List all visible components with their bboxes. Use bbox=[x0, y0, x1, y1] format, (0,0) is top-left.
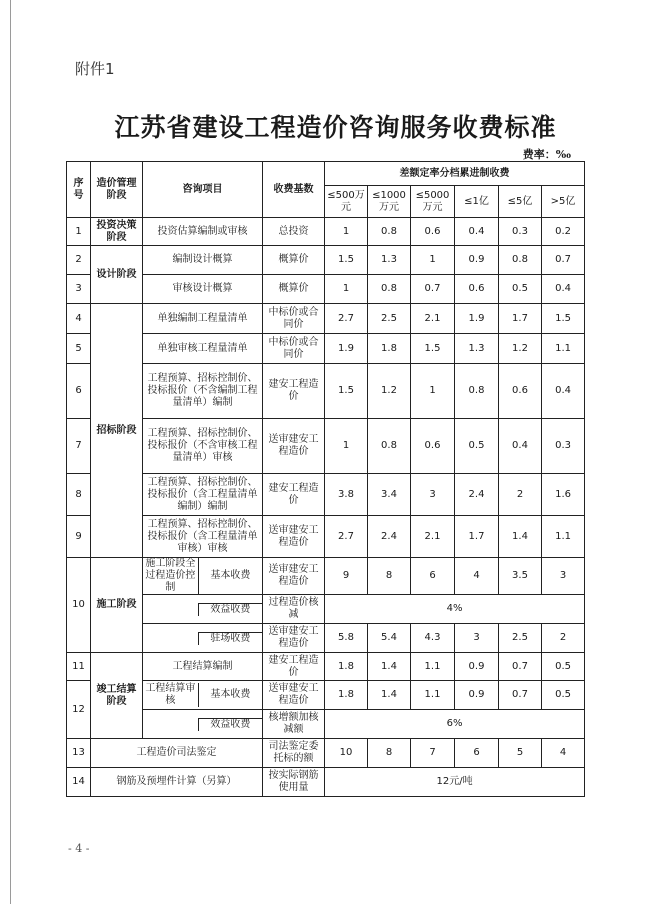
base-cell: 中标价或合同价 bbox=[263, 304, 325, 334]
value-cell: 0.8 bbox=[368, 218, 411, 246]
header-tier: ≤5000万元 bbox=[411, 186, 455, 218]
base-cell: 建安工程造价 bbox=[263, 653, 325, 681]
value-cell: 0.8 bbox=[455, 364, 499, 419]
fee-table bbox=[66, 161, 585, 797]
base-cell: 建安工程造价 bbox=[263, 364, 325, 419]
value-cell: 0.5 bbox=[542, 681, 585, 710]
base-cell: 按实际钢筋使用量 bbox=[263, 768, 325, 797]
value-cell: 1.1 bbox=[542, 516, 585, 558]
base-cell: 概算价 bbox=[263, 246, 325, 275]
value-cell: 2.5 bbox=[499, 624, 542, 653]
stage-cell: 设计阶段 bbox=[91, 246, 143, 304]
value-cell: 1.3 bbox=[368, 246, 411, 275]
table-row bbox=[67, 419, 585, 474]
value-cell: 0.4 bbox=[499, 419, 542, 474]
merged-value-cell: 4% bbox=[325, 595, 585, 624]
value-cell: 10 bbox=[325, 739, 368, 768]
stage-cell: 招标阶段 bbox=[91, 304, 143, 558]
value-cell: 1.9 bbox=[455, 304, 499, 334]
value-cell: 4 bbox=[542, 739, 585, 768]
row-no: 2 bbox=[67, 246, 91, 275]
row-no: 10 bbox=[67, 558, 91, 653]
header-tier: ≤5亿 bbox=[499, 186, 542, 218]
row-no: 13 bbox=[67, 739, 91, 768]
value-cell: 1.7 bbox=[455, 516, 499, 558]
table-row bbox=[67, 275, 585, 304]
value-cell: 0.5 bbox=[542, 653, 585, 681]
item-cell: 审核设计概算 bbox=[143, 275, 263, 304]
item-group: 工程结算审核 bbox=[143, 683, 199, 707]
table-row bbox=[67, 710, 585, 739]
value-cell: 3.8 bbox=[325, 474, 368, 516]
value-cell: 2.7 bbox=[325, 516, 368, 558]
header-no: 序号 bbox=[67, 162, 91, 218]
header-tier: >5亿 bbox=[542, 186, 585, 218]
base-cell: 中标价或合同价 bbox=[263, 334, 325, 364]
value-cell: 0.9 bbox=[455, 246, 499, 275]
value-cell: 1 bbox=[325, 275, 368, 304]
value-cell: 0.6 bbox=[455, 275, 499, 304]
item-cell: 编制设计概算 bbox=[143, 246, 263, 275]
rate-unit: 费率：‰ bbox=[522, 148, 571, 161]
table-row bbox=[67, 595, 585, 624]
document-title: 江苏省建设工程造价咨询服务收费标准 bbox=[114, 113, 557, 142]
base-cell: 送审建安工程造价 bbox=[263, 681, 325, 710]
item-group: 施工阶段全过程造价控制 bbox=[143, 558, 199, 594]
value-cell: 0.2 bbox=[542, 218, 585, 246]
value-cell: 0.4 bbox=[542, 275, 585, 304]
header-tier: ≤500万元 bbox=[325, 186, 368, 218]
table-row bbox=[67, 304, 585, 334]
value-cell: 2.1 bbox=[411, 516, 455, 558]
value-cell: 2.5 bbox=[368, 304, 411, 334]
value-cell: 3.5 bbox=[499, 558, 542, 595]
header-base: 收费基数 bbox=[263, 162, 325, 218]
value-cell: 1.5 bbox=[542, 304, 585, 334]
value-cell: 3 bbox=[411, 474, 455, 516]
base-cell: 司法鉴定委托标的额 bbox=[263, 739, 325, 768]
value-cell: 1.8 bbox=[325, 653, 368, 681]
attachment-label: 附件1 bbox=[75, 60, 115, 78]
value-cell: 0.6 bbox=[411, 218, 455, 246]
value-cell: 1.4 bbox=[368, 653, 411, 681]
value-cell: 1.2 bbox=[368, 364, 411, 419]
value-cell: 0.3 bbox=[542, 419, 585, 474]
value-cell: 1.9 bbox=[325, 334, 368, 364]
item-cell: 投资估算编制或审核 bbox=[143, 218, 263, 246]
row-no: 8 bbox=[67, 474, 91, 516]
value-cell: 2.7 bbox=[325, 304, 368, 334]
value-cell: 0.4 bbox=[542, 364, 585, 419]
row-no: 5 bbox=[67, 334, 91, 364]
row-no: 14 bbox=[67, 768, 91, 797]
table-row bbox=[67, 218, 585, 246]
value-cell: 0.3 bbox=[499, 218, 542, 246]
value-cell: 0.7 bbox=[411, 275, 455, 304]
merged-value-cell: 6% bbox=[325, 710, 585, 739]
page-number: - 4 - bbox=[68, 842, 90, 855]
table-row bbox=[67, 516, 585, 558]
value-cell: 1.3 bbox=[455, 334, 499, 364]
value-cell: 6 bbox=[455, 739, 499, 768]
item-cell: 单独审核工程量清单 bbox=[143, 334, 263, 364]
header-tier: ≤1亿 bbox=[455, 186, 499, 218]
item-cell: 工程预算、招标控制价、投标报价（含工程量清单编制）编制 bbox=[143, 474, 263, 516]
table-row bbox=[67, 474, 585, 516]
item-cell: 工程造价司法鉴定 bbox=[91, 739, 263, 768]
value-cell: 0.6 bbox=[499, 364, 542, 419]
value-cell: 2 bbox=[542, 624, 585, 653]
base-cell: 送审建安工程造价 bbox=[263, 624, 325, 653]
value-cell: 1.1 bbox=[542, 334, 585, 364]
value-cell: 1.5 bbox=[411, 334, 455, 364]
value-cell: 1 bbox=[411, 364, 455, 419]
base-cell: 送审建安工程造价 bbox=[263, 516, 325, 558]
value-cell: 1 bbox=[411, 246, 455, 275]
value-cell: 4 bbox=[455, 558, 499, 595]
row-no: 3 bbox=[67, 275, 91, 304]
item-split-cell bbox=[143, 624, 263, 653]
value-cell: 1 bbox=[325, 419, 368, 474]
item-cell: 工程预算、招标控制价、投标报价（不含编制工程量清单）编制 bbox=[143, 364, 263, 419]
header-stage: 造价管理阶段 bbox=[91, 162, 143, 218]
item-split-cell bbox=[143, 595, 263, 624]
sub-item: 驻场收费 bbox=[199, 632, 262, 645]
value-cell: 1.5 bbox=[325, 246, 368, 275]
base-cell: 过程造价核减 bbox=[263, 595, 325, 624]
value-cell: 8 bbox=[368, 739, 411, 768]
row-no: 12 bbox=[67, 681, 91, 739]
value-cell: 1.4 bbox=[368, 681, 411, 710]
value-cell: 1.4 bbox=[499, 516, 542, 558]
base-cell: 建安工程造价 bbox=[263, 474, 325, 516]
item-cell: 钢筋及预埋件计算（另算） bbox=[91, 768, 263, 797]
value-cell: 1.1 bbox=[411, 653, 455, 681]
item-cell: 工程结算编制 bbox=[143, 653, 263, 681]
value-cell: 0.9 bbox=[455, 653, 499, 681]
row-no: 9 bbox=[67, 516, 91, 558]
value-cell: 0.7 bbox=[499, 681, 542, 710]
header-item: 咨询项目 bbox=[143, 162, 263, 218]
value-cell: 5 bbox=[499, 739, 542, 768]
row-no: 1 bbox=[67, 218, 91, 246]
value-cell: 0.4 bbox=[455, 218, 499, 246]
row-no: 11 bbox=[67, 653, 91, 681]
value-cell: 1.8 bbox=[368, 334, 411, 364]
sub-item: 效益收费 bbox=[199, 603, 262, 616]
base-cell: 总投资 bbox=[263, 218, 325, 246]
stage-cell: 竣工结算阶段 bbox=[91, 653, 143, 739]
value-cell: 1.8 bbox=[325, 681, 368, 710]
value-cell: 6 bbox=[411, 558, 455, 595]
value-cell: 0.8 bbox=[368, 419, 411, 474]
base-cell: 送审建安工程造价 bbox=[263, 558, 325, 595]
row-no: 4 bbox=[67, 304, 91, 334]
value-cell: 0.7 bbox=[542, 246, 585, 275]
value-cell: 0.6 bbox=[411, 419, 455, 474]
stage-cell: 投资决策阶段 bbox=[91, 218, 143, 246]
value-cell: 5.4 bbox=[368, 624, 411, 653]
value-cell: 8 bbox=[368, 558, 411, 595]
header-tier: ≤1000万元 bbox=[368, 186, 411, 218]
value-cell: 2.4 bbox=[455, 474, 499, 516]
value-cell: 1.7 bbox=[499, 304, 542, 334]
value-cell: 1 bbox=[325, 218, 368, 246]
item-split-cell bbox=[143, 710, 263, 739]
value-cell: 4.3 bbox=[411, 624, 455, 653]
base-cell: 送审建安工程造价 bbox=[263, 419, 325, 474]
table-row bbox=[67, 364, 585, 419]
value-cell: 0.5 bbox=[455, 419, 499, 474]
row-no: 6 bbox=[67, 364, 91, 419]
sub-item: 效益收费 bbox=[199, 718, 262, 731]
value-cell: 3.4 bbox=[368, 474, 411, 516]
header-tier-group: 差额定率分档累进制收费 bbox=[325, 162, 585, 186]
table-row bbox=[67, 624, 585, 653]
table-row bbox=[67, 246, 585, 275]
value-cell: 2 bbox=[499, 474, 542, 516]
value-cell: 0.7 bbox=[499, 653, 542, 681]
item-split-cell bbox=[143, 681, 263, 710]
item-split-cell bbox=[143, 558, 263, 595]
value-cell: 2.1 bbox=[411, 304, 455, 334]
value-cell: 1.2 bbox=[499, 334, 542, 364]
table-row bbox=[67, 653, 585, 681]
value-cell: 1.5 bbox=[325, 364, 368, 419]
value-cell: 2.4 bbox=[368, 516, 411, 558]
base-cell: 核增额加核减额 bbox=[263, 710, 325, 739]
value-cell: 7 bbox=[411, 739, 455, 768]
merged-value-cell: 12元/吨 bbox=[325, 768, 585, 797]
base-cell: 概算价 bbox=[263, 275, 325, 304]
table-row bbox=[67, 334, 585, 364]
table-row bbox=[67, 768, 585, 797]
item-cell: 工程预算、招标控制价、投标报价（含工程量清单审核）审核 bbox=[143, 516, 263, 558]
value-cell: 3 bbox=[542, 558, 585, 595]
table-row bbox=[67, 739, 585, 768]
stage-cell: 施工阶段 bbox=[91, 558, 143, 653]
row-no: 7 bbox=[67, 419, 91, 474]
item-cell: 工程预算、招标控制价、投标报价（不含审核工程量清单）审核 bbox=[143, 419, 263, 474]
value-cell: 1.6 bbox=[542, 474, 585, 516]
value-cell: 0.8 bbox=[499, 246, 542, 275]
table-row bbox=[67, 558, 585, 595]
value-cell: 1.1 bbox=[411, 681, 455, 710]
value-cell: 9 bbox=[325, 558, 368, 595]
value-cell: 0.9 bbox=[455, 681, 499, 710]
value-cell: 3 bbox=[455, 624, 499, 653]
table-row bbox=[67, 681, 585, 710]
item-cell: 单独编制工程量清单 bbox=[143, 304, 263, 334]
value-cell: 5.8 bbox=[325, 624, 368, 653]
sub-item: 基本收费 bbox=[210, 689, 251, 700]
sub-item: 基本收费 bbox=[210, 570, 251, 581]
value-cell: 0.8 bbox=[368, 275, 411, 304]
value-cell: 0.5 bbox=[499, 275, 542, 304]
